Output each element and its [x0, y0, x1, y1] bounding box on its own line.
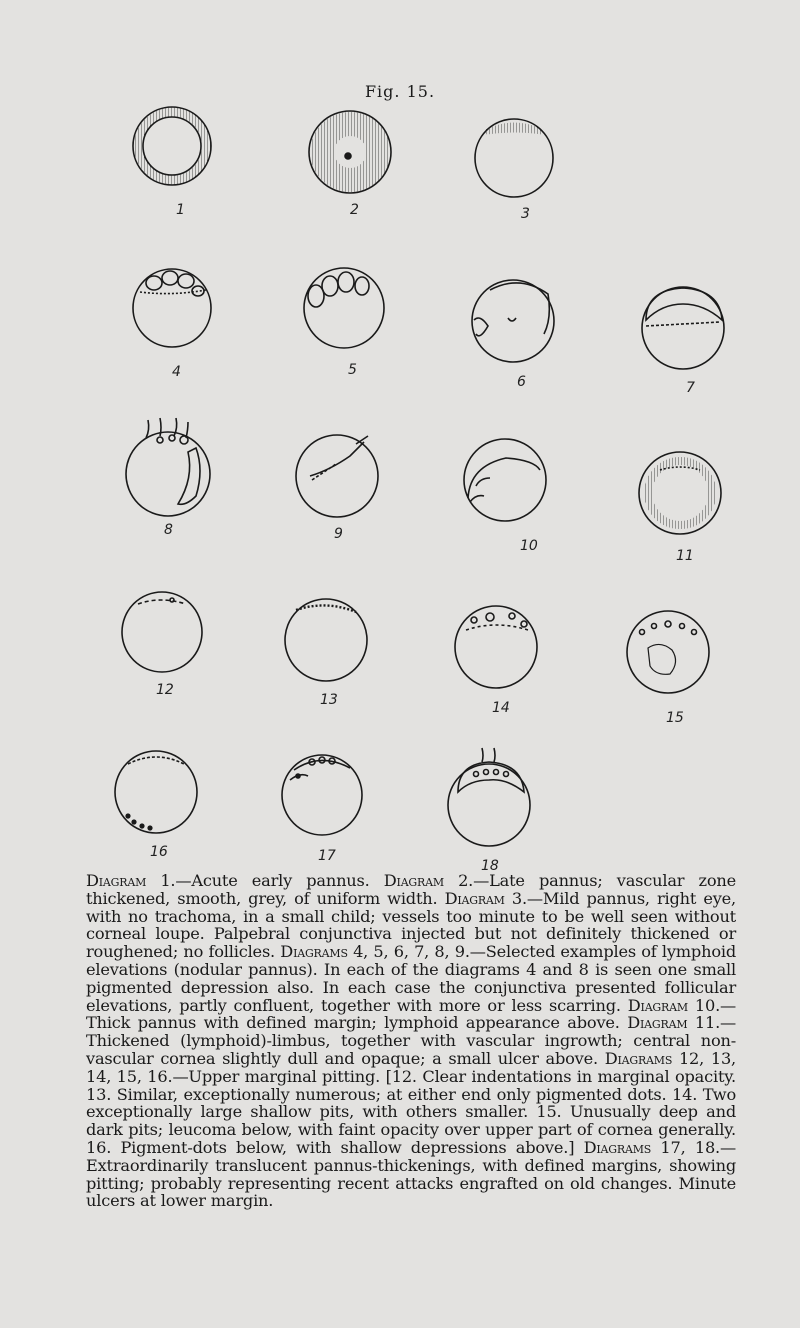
caption-text: 3.—Mild pannus, right eye, with no trachoma, in a small child; vessels too minute to be well seen without corneal loupe. Palpebral conjunctiva injected but not definitely thickened or roughened; no follicles.: [86, 888, 736, 962]
diagram-16: [115, 751, 197, 833]
figure-caption: [86, 872, 736, 1210]
diagram-8: [126, 418, 210, 516]
caption-key: Diagrams: [583, 1137, 652, 1157]
caption-text: 12, 13, 14, 15, 16.—Upper marginal pitting. [12. Clear indentations in marginal opacity. 13. Similar, exceptionally numerous; at either end only pigmented dots. 14. Two exceptionally large shallow pits, with others smaller. 15. Unusually deep and dark pits; leucoma below, with faint opacity over upper part of cornea generally. 16. Pigment-dots below, with shallow depressions above.]: [86, 1048, 736, 1157]
diagram-2: [309, 111, 391, 193]
diagram-label: 8: [164, 522, 173, 538]
diagram-label: 7: [686, 380, 695, 396]
diagram-label: 15: [666, 710, 684, 726]
diagram-label: 6: [517, 374, 526, 390]
diagram-label: 14: [492, 700, 510, 716]
diagram-label: 2: [350, 202, 359, 218]
diagram-label: 1: [176, 202, 185, 218]
diagram-label: 9: [334, 526, 343, 542]
diagram-label: 18: [481, 858, 499, 870]
diagram-label: 17: [318, 848, 336, 864]
caption-key: Diagrams: [280, 942, 348, 962]
diagram-label: 13: [320, 692, 338, 708]
caption-key: Diagram: [627, 995, 688, 1015]
caption-key: Diagram: [444, 888, 505, 908]
diagram-6: [472, 280, 554, 362]
diagram-17: [282, 755, 362, 835]
diagram-12: [122, 592, 202, 672]
caption-key: Diagram: [383, 871, 444, 890]
diagram-label: 5: [348, 362, 357, 378]
caption-text: 10.—Thick pannus with defined margin; lymphoid appearance above.: [86, 995, 737, 1033]
caption-text: 2.—Late pannus; vascular zone thickened, smooth, grey, of uniform width.: [86, 871, 736, 908]
diagram-label: 3: [521, 206, 530, 222]
caption-key: Diagrams: [604, 1048, 673, 1068]
caption-text: 4, 5, 6, 7, 8, 9.—Selected examples of lymphoid elevations (nodular pannus). In each of the diagrams 4 and 8 is seen one small pigmented depression also. In each case the conjunctiva presented follicular elevations, partly confluent, together with more or less scarring.: [86, 942, 737, 1015]
diagram-10: [464, 439, 546, 521]
diagram-15: [627, 611, 709, 693]
caption-text: 11.—Thickened (lymphoid)-limbus, together with vascular ingrowth; central non-vascular cornea slightly dull and opaque; a small ulcer above.: [86, 1013, 737, 1068]
diagram-label: 12: [156, 682, 174, 698]
diagram-label: 4: [172, 364, 181, 380]
diagram-4: [133, 269, 211, 347]
diagram-14: [455, 606, 537, 688]
diagram-1: [133, 107, 211, 185]
diagram-18: [448, 748, 530, 846]
caption-key: Diagram: [627, 1013, 688, 1033]
figure-title: Fig. 15.: [364, 82, 436, 101]
diagram-13: [285, 599, 367, 681]
diagram-label: 16: [150, 844, 168, 860]
caption-text: 17, 18.—Extraordinarily translucent pannus-thickenings, with defined margins, showing pitting; probably representing recent attacks engrafted on old changes. Minute ulcers at lower margin.: [86, 1137, 736, 1211]
diagram-label: 11: [676, 548, 694, 564]
diagram-11: [639, 452, 721, 534]
diagram-7: [642, 287, 724, 369]
diagram-9: [296, 435, 378, 517]
caption-text: 1.—Acute early pannus.: [146, 871, 384, 890]
diagram-3: [475, 119, 553, 197]
diagram-5: [304, 268, 384, 348]
diagram-label: 10: [520, 538, 538, 554]
caption-key: Diagram: [86, 871, 147, 890]
